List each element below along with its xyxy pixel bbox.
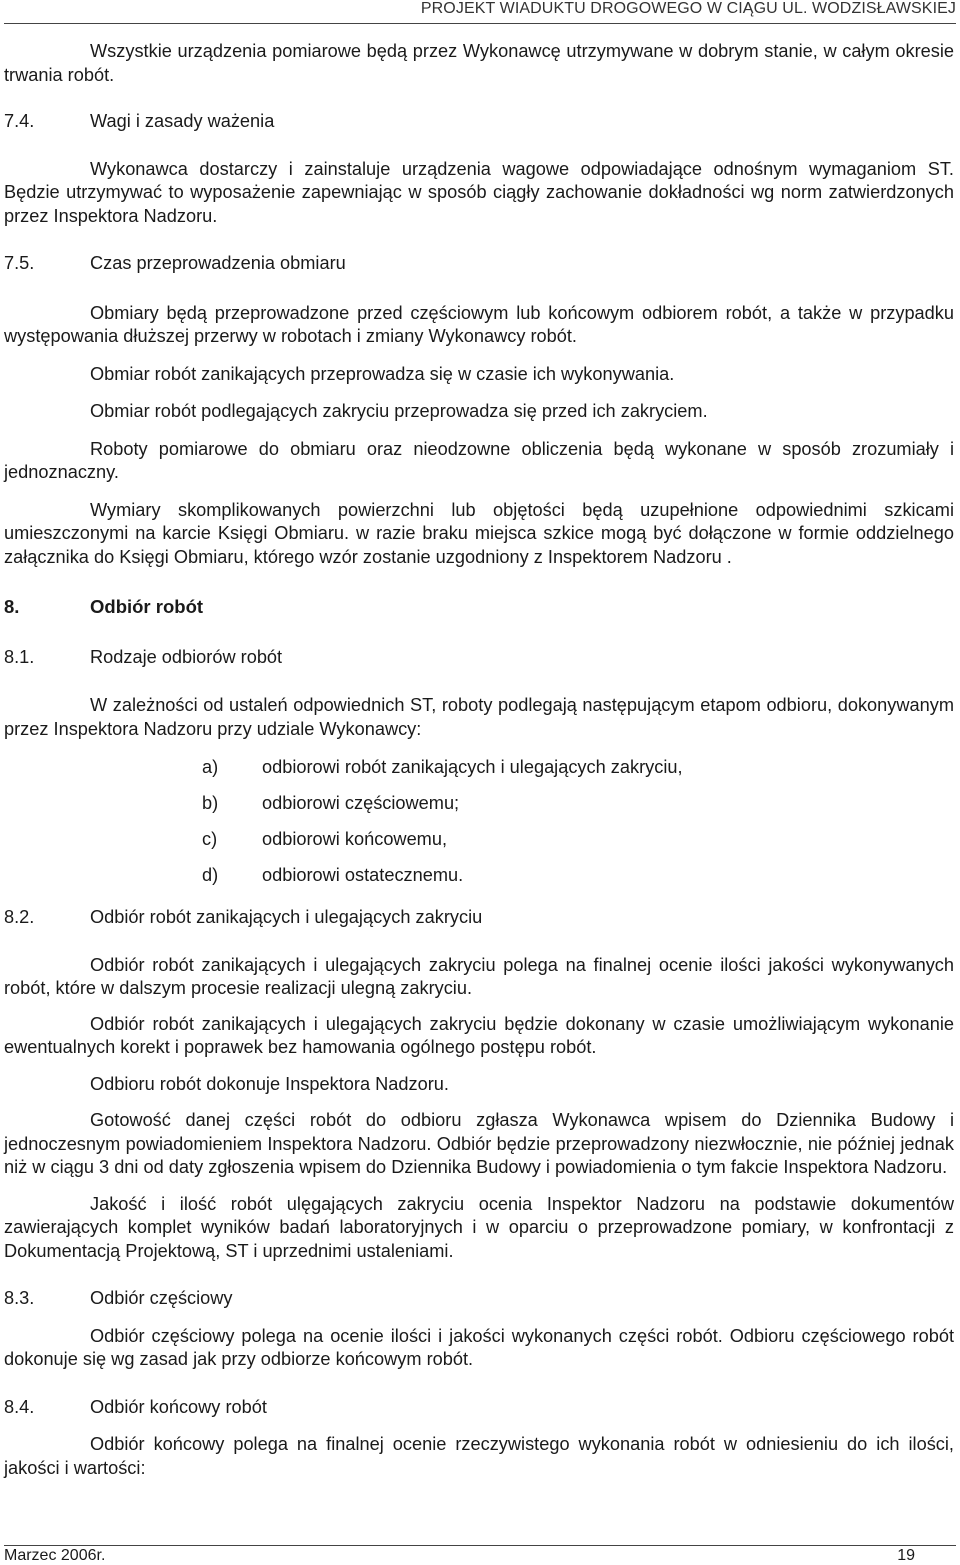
section-heading-8-1 (4, 646, 954, 670)
list-letter: b) (202, 793, 219, 813)
section-heading-8-3 (4, 1287, 954, 1311)
section-title: Odbiór końcowy robót (90, 1396, 267, 1417)
section-title: Odbiór częściowy (90, 1288, 233, 1308)
footer-date: Marzec 2006r. (4, 1547, 106, 1564)
list-letter: a) (202, 757, 219, 777)
paragraph: Roboty pomiarowe do obmiaru oraz nieodzowne obliczenia będą wykonane w sposób zrozumiały i jednoznaczny. (4, 438, 954, 482)
paragraph: Wykonawca dostarczy i zainstaluje urządzenia wagowe odpowiadające odnośnym wymaganiom ST. Będzie utrzymywać to wyposażenie zapewniając w sposób ciągły zachowanie dokładności wg norm zatwierdzonych przez Inspektora Nadzoru. (4, 158, 954, 226)
section-number: 8.4. (4, 1396, 35, 1417)
paragraph: Odbiór końcowy polega na finalnej ocenie rzeczywistego wykonania robót w odniesieniu do ich ilości, jakości i wartości: (4, 1434, 954, 1478)
section-heading-8-4 (4, 1396, 954, 1420)
paragraph: Obmiar robót podlegających zakryciu przeprowadza się przed ich zakryciem. (90, 401, 708, 421)
section-number: 7.4. (4, 111, 35, 131)
list-item (202, 792, 954, 828)
paragraph: Odbioru robót dokonuje Inspektora Nadzoru. (90, 1073, 449, 1094)
paragraph: Odbiór robót zanikających i ulegających zakryciu polega na finalnej ocenie ilości jakości wykonywanych robót, które w dalszym procesie realizacji ulegną zakryciu. (4, 954, 954, 998)
paragraph: Odbiór częściowy polega na ocenie ilości i jakości wykonanych części robót. Odbioru częściowego robót dokonuje się wg zasad jak przy odbiorze końcowym robót. (4, 1325, 954, 1369)
section-heading-8-2 (4, 906, 954, 930)
page-number: 19 (897, 1547, 915, 1564)
list-letter: c) (202, 829, 218, 849)
section-heading-7-4 (4, 110, 954, 134)
section-heading-7-5 (4, 252, 954, 276)
paragraph: Obmiar robót zanikających przeprowadza się w czasie ich wykonywania. (90, 363, 675, 384)
list-text: odbiorowi końcowemu, (262, 829, 448, 849)
section-title: Odbiór robót zanikających i ulegających zakryciu (90, 907, 483, 927)
section-heading-8 (4, 595, 954, 619)
header-divider (4, 23, 956, 24)
paragraph: W zależności od ustaleń odpowiednich ST, roboty podlegają następującym etapom odbioru, dokonywanym przez Inspektora Nadzoru przy udziale Wykonawcy: (4, 695, 954, 739)
paragraph: Jakość i ilość robót ulęgających zakryciu ocenia Inspektor Nadzoru na podstawie dokumentów zawierających komplet wyników badań laboratoryjnych i w oparciu o przeprowadzone pomiary, w konfrontacji z Dokumentacją Projektową, ST i uprzednimi ustaleniami. (4, 1193, 954, 1261)
list-item (202, 756, 954, 792)
odbior-list (4, 756, 954, 900)
section-title: Rodzaje odbiorów robót (90, 646, 283, 667)
footer-divider (4, 1545, 956, 1546)
list-text: odbiorowi ostatecznemu. (262, 865, 464, 885)
section-title: Odbiór robót (90, 596, 204, 617)
list-text: odbiorowi częściowemu; (262, 793, 460, 813)
section-number: 8.2. (4, 907, 35, 927)
list-item (202, 864, 954, 900)
paragraph: Obmiary będą przeprowadzone przed częściowym lub końcowym odbiorem robót, a także w przypadku występowania dłuższej przerwy w robotach i zmiany Wykonawcy robót. (4, 302, 954, 346)
list-letter: d) (202, 865, 219, 885)
paragraph: Wymiary skomplikowanych powierzchni lub objętości będą uzupełnione odpowiednimi szkicami umieszczonymi na karcie Księgi Obmiaru. w razie braku miejsca szkice mogą być dołączone w formie oddzielnego załącznika do Księgi Obmiaru, którego wzór zostanie uzgodniony z Inspektorem Nadzoru . (4, 499, 954, 567)
section-number: 8.3. (4, 1288, 35, 1308)
section-number: 8. (4, 596, 20, 617)
section-title: Czas przeprowadzenia obmiaru (90, 253, 346, 273)
list-text: odbiorowi robót zanikających i ulegających zakryciu, (262, 757, 683, 777)
list-item (202, 828, 954, 864)
paragraph: Wszystkie urządzenia pomiarowe będą przez Wykonawcę utrzymywane w dobrym stanie, w całym okresie trwania robót. (4, 41, 954, 85)
section-number: 7.5. (4, 253, 35, 273)
document-body (4, 40, 954, 1480)
section-title: Wagi i zasady ważenia (90, 111, 275, 131)
section-number: 8.1. (4, 646, 35, 667)
running-header: PROJEKT WIADUKTU DROGOWEGO W CIĄGU UL. WODZISŁAWSKIEJ (420, 0, 956, 17)
paragraph: Odbiór robót zanikających i ulegających zakryciu będzie dokonany w czasie umożliwiającym wykonanie ewentualnych korekt i poprawek bez hamowania ogólnego postępu robót. (4, 1013, 954, 1057)
paragraph: Gotowość danej części robót do odbioru zgłasza Wykonawca wpisem do Dziennika Budowy i jednoczesnym powiadomieniem Inspektora Nadzoru. Odbiór będzie przeprowadzony niezwłocznie, nie później jednak niż w ciągu 3 dni od daty zgłoszenia wpisem do Dziennika Budowy i powiadomienia o tym fakcie Inspektora Nadzoru. (4, 1110, 954, 1177)
